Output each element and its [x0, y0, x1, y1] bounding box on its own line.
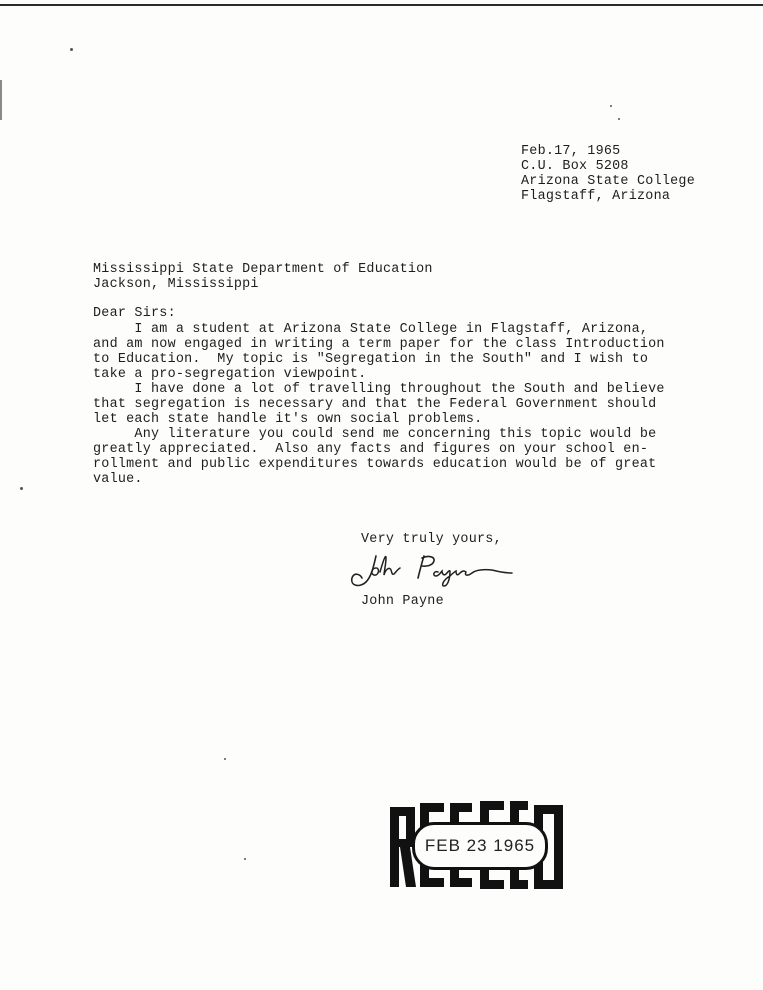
- return-address: [521, 144, 695, 204]
- received-stamp: [386, 795, 571, 895]
- speck: [618, 118, 620, 120]
- body-line: greatly appreciated. Also any facts and figures on your school en-: [93, 442, 649, 457]
- recipient-line: Mississippi State Department of Education: [93, 262, 433, 277]
- date-line: Feb.17, 1965: [521, 144, 621, 159]
- city-line: Flagstaff, Arizona: [521, 189, 671, 204]
- body-line: to Education. My topic is "Segregation in the South" and I wish to: [93, 352, 649, 367]
- recipient-address: [93, 262, 433, 292]
- body-line: and am now engaged in writing a term paper for the class Introduction: [93, 337, 665, 352]
- box-line: C.U. Box 5208: [521, 159, 629, 174]
- typed-name: John Payne: [361, 594, 444, 609]
- speck: [20, 487, 23, 490]
- stamp-date: FEB 23 1965: [412, 822, 548, 870]
- page-top-edge: [0, 4, 763, 6]
- body-line: I am a student at Arizona State College in Flagstaff, Arizona,: [93, 322, 649, 337]
- college-line: Arizona State College: [521, 174, 695, 189]
- letter-body: [93, 322, 665, 487]
- body-line: that segregation is necessary and that the Federal Government should: [93, 397, 657, 412]
- speck: [244, 858, 246, 860]
- page-left-edge: [0, 80, 2, 120]
- closing: Very truly yours,: [361, 532, 502, 547]
- body-line: let each state handle it's own social problems.: [93, 412, 483, 427]
- speck: [224, 758, 226, 760]
- body-line: I have done a lot of travelling throughout the South and believe: [93, 382, 665, 397]
- body-line: value.: [93, 472, 143, 487]
- body-line: rollment and public expenditures towards education would be of great: [93, 457, 657, 472]
- body-line: take a pro-segregation viewpoint.: [93, 367, 367, 382]
- stamp-word: RECEIVED: [478, 892, 483, 893]
- speck: [70, 48, 73, 51]
- recipient-line: Jackson, Mississippi: [93, 277, 259, 292]
- salutation: Dear Sirs:: [93, 306, 176, 321]
- signature: [346, 550, 521, 590]
- body-line: Any literature you could send me concerning this topic would be: [93, 427, 657, 442]
- speck: [610, 105, 612, 107]
